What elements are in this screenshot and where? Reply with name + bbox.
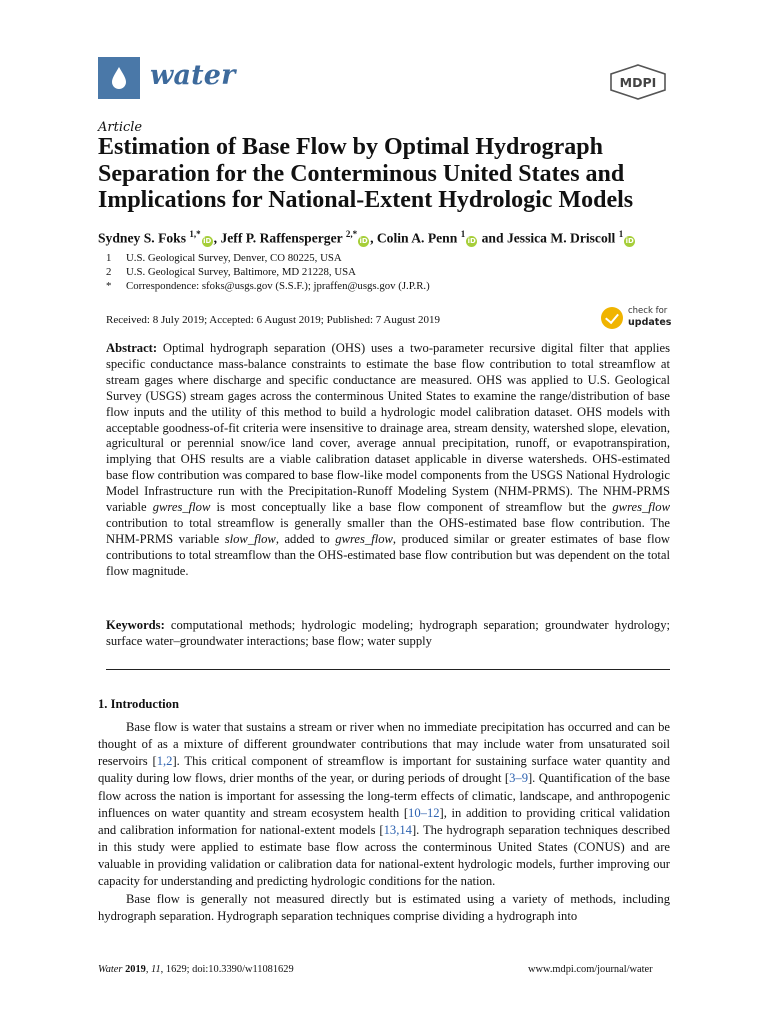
correspondence-text: Correspondence: sfoks@usgs.gov (S.S.F.); jpraffen@usgs.gov (J.P.R.) [126, 280, 430, 292]
affiliation-text: U.S. Geological Survey, Baltimore, MD 21228, USA [126, 266, 356, 278]
author-affiliation-mark: 2,* [345, 229, 358, 239]
paragraph: Base flow is water that sustains a stream or river when no immediate precipitation has occurred and can be thought of as a mixture of different groundwater contributions that may include water from unsaturated soil reservoirs [1,2]. This critical component of streamflow is important for sustaining surface water quantity and quality during low flows, drier months of the year, or during periods of drought [3–9]. Quantification of the base flow across the nation is important for assessing the long-term effects of climatic, landscape, and anthropogenic influences on water quantity and stream ecosystem health [10–12], in addition to providing critical validation and calibration information for national-extent models [13,14]. The hydrograph separation techniques described in this study were applied to estimate base flow across the conterminous United States (CONUS) and are valuable in providing validation or calibration data for national-extent hydrologic models, further improving our capacity for understanding and predicting hydrologic conditions for the nation. [98, 720, 670, 889]
orcid-icon[interactable]: iD [625, 236, 634, 245]
citation-link[interactable]: 10–12 [408, 805, 440, 820]
author-affiliation-mark: 1 [618, 229, 624, 239]
author-name: Jessica M. Driscoll [506, 230, 616, 246]
orcid-icon[interactable]: iD [359, 236, 368, 245]
correspondence [106, 280, 430, 292]
orcid-icon[interactable]: iD [467, 236, 476, 245]
author-affiliation-mark: 1,* [189, 229, 201, 239]
check-updates-line1: check for [628, 306, 668, 316]
author-name: Colin A. Penn [376, 230, 458, 246]
mdpi-logo-icon [607, 64, 669, 100]
water-logo-icon [98, 57, 140, 99]
check-for-updates-badge[interactable] [601, 305, 671, 333]
article-type: Article [98, 120, 143, 135]
journal-url[interactable]: www.mdpi.com/journal/water [528, 964, 653, 975]
author-name: Sydney S. Foks [98, 230, 187, 246]
keywords-label: Keywords: [106, 618, 165, 632]
publisher-name: MDPI [619, 75, 657, 90]
divider [106, 669, 670, 670]
citation-link[interactable]: 1,2 [156, 754, 173, 769]
author-name: Jeff P. Raffensperger [220, 230, 343, 246]
journal-name: water [150, 60, 236, 91]
section-heading: 1. Introduction [98, 697, 179, 711]
publication-dates: Received: 8 July 2019; Accepted: 6 August 2019; Published: 7 August 2019 [106, 314, 440, 326]
affiliation [106, 266, 356, 278]
check-updates-line2: updates [628, 317, 672, 328]
citation-link[interactable]: 3–9 [509, 771, 528, 786]
affiliation-mark: 2 [106, 266, 112, 278]
introduction-text [98, 719, 670, 925]
abstract-label: Abstract: [106, 341, 158, 355]
paragraph: Base flow is generally not measured directly but is estimated using a variety of methods, including hydrograph separation. Hydrograph separation techniques comprise dividing a hydrograph into [98, 891, 670, 923]
author-list: Sydney S. Foks $^{1,*}$iD , Jeff P. Raffensperger $^{2,*}$iD , Colin A. Penn $^1$iD and Jessica M. Driscoll $^1$iD [98, 229, 634, 246]
paper-title: Estimation of Base Flow by Optimal Hydrograph Separation for the Conterminous United States and Implications for National-Extent Hydrologic Models [98, 134, 634, 213]
affiliation [106, 252, 342, 264]
keywords [106, 617, 670, 649]
affiliation-mark: * [106, 280, 112, 292]
footer-citation: Water 2019, 11, 1629; doi:10.3390/w11081629 [98, 964, 294, 975]
citation-link[interactable]: 13,14 [383, 822, 412, 837]
author-affiliation-mark: 1 [460, 229, 466, 239]
abstract: Abstract: Optimal hydrograph separation (OHS) uses a two-parameter recursive digital filter that applies specific conductance mass-balance constraints to estimate the base flow contribution to total streamflow at stream gages where discharge and specific conductance are measured. OHS was applied to U.S. Geological Survey (USGS) stream gages across the conterminous United States to examine the range/distribution of base flow inputs and the utility of this method to build a hydrologic model calibration dataset. OHS models with acceptable goodness-of-fit criteria were insensitive to drainage area, stream density, watershed slope, elevation, agricultural or perennial snow/ice land cover, average annual precipitation, runoff, or evapotranspiration, implying that OHS results are a viable calibration dataset applicable in diverse watersheds. OHS-estimated base flow contribution was compared to base flow-like model components from the USGS National Hydrologic Model Infrastructure run with the Precipitation-Runoff Modeling System (NHM-PRMS). The NHM-PRMS variable gwres_flow is most conceptually like a base flow component of streamflow but the gwres_flow contribution to total streamflow is generally smaller than the OHS-estimated base flow contribution. The NHM-PRMS variable slow_flow, added to gwres_flow, produced similar or greater estimates of base flow contributions to total streamflow than the OHS-estimated base flow contribution but was dependent on the total flow magnitude. [106, 341, 670, 578]
checkmark-icon [601, 307, 623, 329]
authors-conjunction: and [481, 230, 504, 246]
affiliation-mark: 1 [106, 252, 112, 264]
affiliation-text: U.S. Geological Survey, Denver, CO 80225, USA [126, 252, 342, 264]
keywords-text: computational methods; hydrologic modeling; hydrograph separation; groundwater hydrology; surface water–groundwater interactions; base flow; water supply [106, 618, 670, 648]
orcid-icon[interactable]: iD [203, 236, 212, 245]
